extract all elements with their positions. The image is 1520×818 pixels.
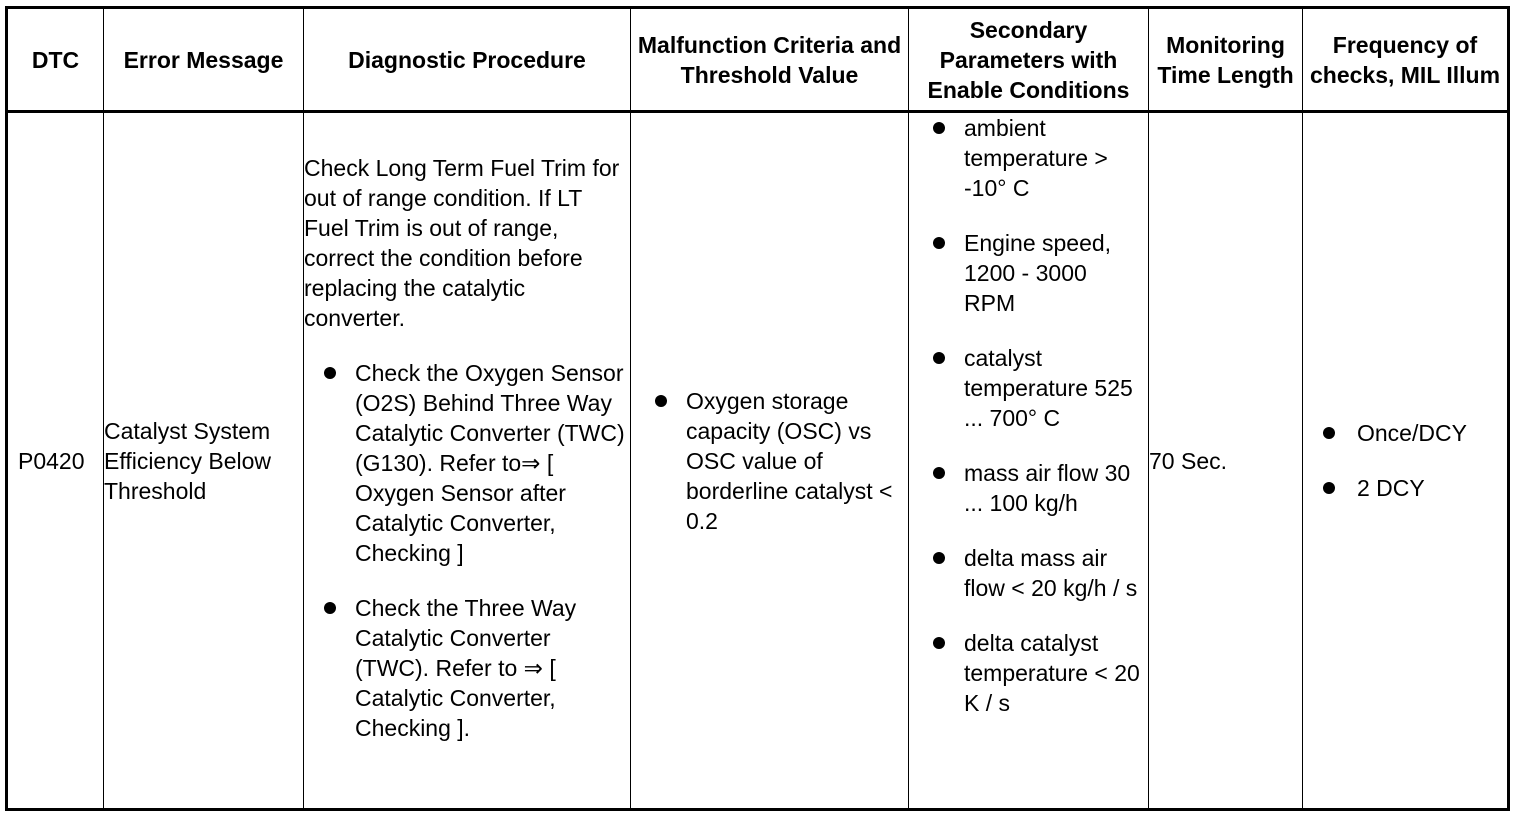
procedure-steps-list — [304, 358, 630, 743]
list-item — [933, 628, 1140, 718]
malfunction-criteria-text: Oxygen storage capacity (OSC) vs OSC value of borderline catalyst < 0.2 — [686, 387, 893, 534]
list-item — [933, 228, 1140, 318]
secondary-parameter-text: ambient temperature > -10° C — [964, 115, 1108, 201]
secondary-parameter-text: catalyst temperature 525 ... 700° C — [964, 345, 1133, 431]
bullet-icon — [933, 237, 945, 249]
cell-dtc: P0420 — [7, 112, 104, 810]
list-item — [933, 458, 1140, 518]
frequency-list — [1303, 418, 1507, 503]
secondary-parameter-text: delta mass air flow < 20 kg/h / s — [964, 545, 1138, 601]
list-item — [1323, 418, 1507, 448]
header-diagnostic-procedure: Diagnostic Procedure — [304, 8, 631, 112]
dtc-table — [5, 6, 1510, 811]
procedure-step-text: Check the Three Way Catalytic Converter (TWC). Refer to ⇒ [ Catalytic Converter, Checking ]. — [355, 595, 577, 741]
cell-malfunction-criteria — [631, 112, 909, 810]
procedure-intro: Check Long Term Fuel Trim for out of range condition. If LT Fuel Trim is out of range, correct the condition before replacing the catalytic converter. — [304, 155, 620, 331]
list-item — [933, 543, 1140, 603]
header-secondary-parameters: Secondary Parameters with Enable Conditions — [909, 8, 1149, 112]
bullet-icon — [933, 552, 945, 564]
procedure-step-text: Check the Oxygen Sensor (O2S) Behind Three Way Catalytic Converter (TWC) (G130). Refer to⇒ [ Oxygen Sensor after Catalytic Converter, Checking ] — [355, 360, 625, 566]
header-monitoring-time: Monitoring Time Length — [1149, 8, 1303, 112]
malfunction-criteria-list — [631, 386, 908, 536]
header-row — [7, 8, 1509, 112]
header-malfunction-criteria: Malfunction Criteria and Threshold Value — [631, 8, 909, 112]
list-item — [324, 593, 630, 743]
cell-secondary-parameters — [909, 112, 1149, 810]
frequency-text: 2 DCY — [1357, 475, 1425, 501]
bullet-icon — [933, 122, 945, 134]
list-item — [324, 358, 630, 568]
secondary-parameter-text: delta catalyst temperature < 20 K / s — [964, 630, 1140, 716]
bullet-icon — [933, 637, 945, 649]
secondary-parameter-text: mass air flow 30 ... 100 kg/h — [964, 460, 1131, 516]
bullet-icon — [933, 352, 945, 364]
header-error-message: Error Message — [104, 8, 304, 112]
list-item — [933, 113, 1140, 203]
secondary-parameter-text: Engine speed, 1200 - 3000 RPM — [964, 230, 1112, 316]
frequency-text: Once/DCY — [1357, 420, 1467, 446]
list-item — [933, 343, 1140, 433]
cell-diagnostic-procedure — [304, 112, 631, 810]
bullet-icon — [1323, 482, 1335, 494]
secondary-parameters-list — [909, 113, 1148, 718]
cell-error-message: Catalyst System Efficiency Below Threshold — [104, 112, 304, 810]
header-dtc: DTC — [7, 8, 104, 112]
header-frequency: Frequency of checks, MIL Illum — [1303, 8, 1509, 112]
list-item — [655, 386, 900, 536]
cell-monitoring-time: 70 Sec. — [1149, 112, 1303, 810]
bullet-icon — [1323, 427, 1335, 439]
table-row — [7, 112, 1509, 810]
bullet-icon — [933, 467, 945, 479]
list-item — [1323, 473, 1507, 503]
bullet-icon — [324, 602, 336, 614]
bullet-icon — [655, 395, 667, 407]
bullet-icon — [324, 367, 336, 379]
cell-frequency — [1303, 112, 1509, 810]
